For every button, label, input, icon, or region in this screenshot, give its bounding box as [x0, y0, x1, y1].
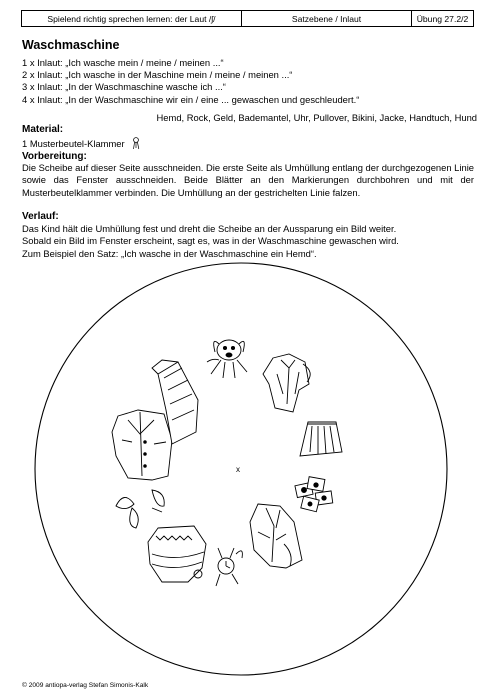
- dog-icon: [207, 340, 247, 378]
- skirt-icon: [300, 422, 342, 456]
- verlauf-line-3: Zum Beispiel den Satz: „Ich wasche in der Waschmaschine ein Hemd“.: [22, 247, 317, 259]
- vorbereitung-heading: Vorbereitung:: [22, 151, 87, 162]
- shirt-icon: [263, 354, 310, 412]
- vorbereitung-text: Die Scheibe auf dieser Seite ausschneiden. Die erste Seite als Umhüllung entlang der durchgezogenen Linie sowie das Fenster ausschneiden. Beide Blätter an den Markierungen durchbohren und mit der Musterbeutelklammer verbinden. Die Umhüllung an der gestrichelten Linie falzen.: [22, 162, 474, 198]
- disc-outline: [35, 263, 447, 675]
- inlaut-line-4: 4 x Inlaut: „In der Waschmaschine wir ein / eine ... gewaschen und geschleudert.“: [22, 93, 360, 105]
- pullover-icon: [148, 526, 206, 582]
- material-item: 1 Musterbeutel-Klammer: [22, 138, 125, 149]
- bathrobe-icon: [250, 504, 302, 568]
- page-title: Waschmaschine: [22, 38, 120, 52]
- jacket-icon: [112, 410, 172, 480]
- verlauf-heading: Verlauf:: [22, 211, 59, 222]
- verlauf-line-2: Sobald ein Bild im Fenster erscheint, sagt es, was in der Waschmaschine gewaschen wird.: [22, 235, 399, 247]
- center-mark: x: [236, 465, 240, 474]
- inlaut-line-1: 1 x Inlaut: „Ich wasche mein / meine / meinen ...“: [22, 57, 224, 68]
- exercise-number: Übung 27.2/2: [416, 13, 469, 24]
- level-label: Satzebene / Inlaut: [242, 11, 412, 26]
- series-title: Spielend richtig sprechen lernen: der Laut /ʃ/: [22, 11, 242, 26]
- money-icon: [295, 477, 333, 512]
- watch-icon: [216, 548, 242, 586]
- inlaut-line-2: 2 x Inlaut: „Ich wasche in der Maschine mein / meine / meinen ...“: [22, 69, 293, 81]
- verlauf-line-1: Das Kind hält die Umhüllung fest und dreht die Scheibe an der Aussparung ein Bild weiter.: [22, 223, 397, 234]
- material-heading: Material:: [22, 124, 64, 135]
- inlaut-line-3: 3 x Inlaut: „In der Waschmaschine wasche ich ...“: [22, 81, 226, 93]
- bikini-icon: [116, 490, 164, 528]
- copyright-footer: © 2009 antiopa-verlag Stefan Simonis-Kalk: [22, 682, 149, 689]
- word-list: Hemd, Rock, Geld, Bademantel, Uhr, Pullover, Bikini, Jacke, Handtuch, Hund: [156, 112, 477, 123]
